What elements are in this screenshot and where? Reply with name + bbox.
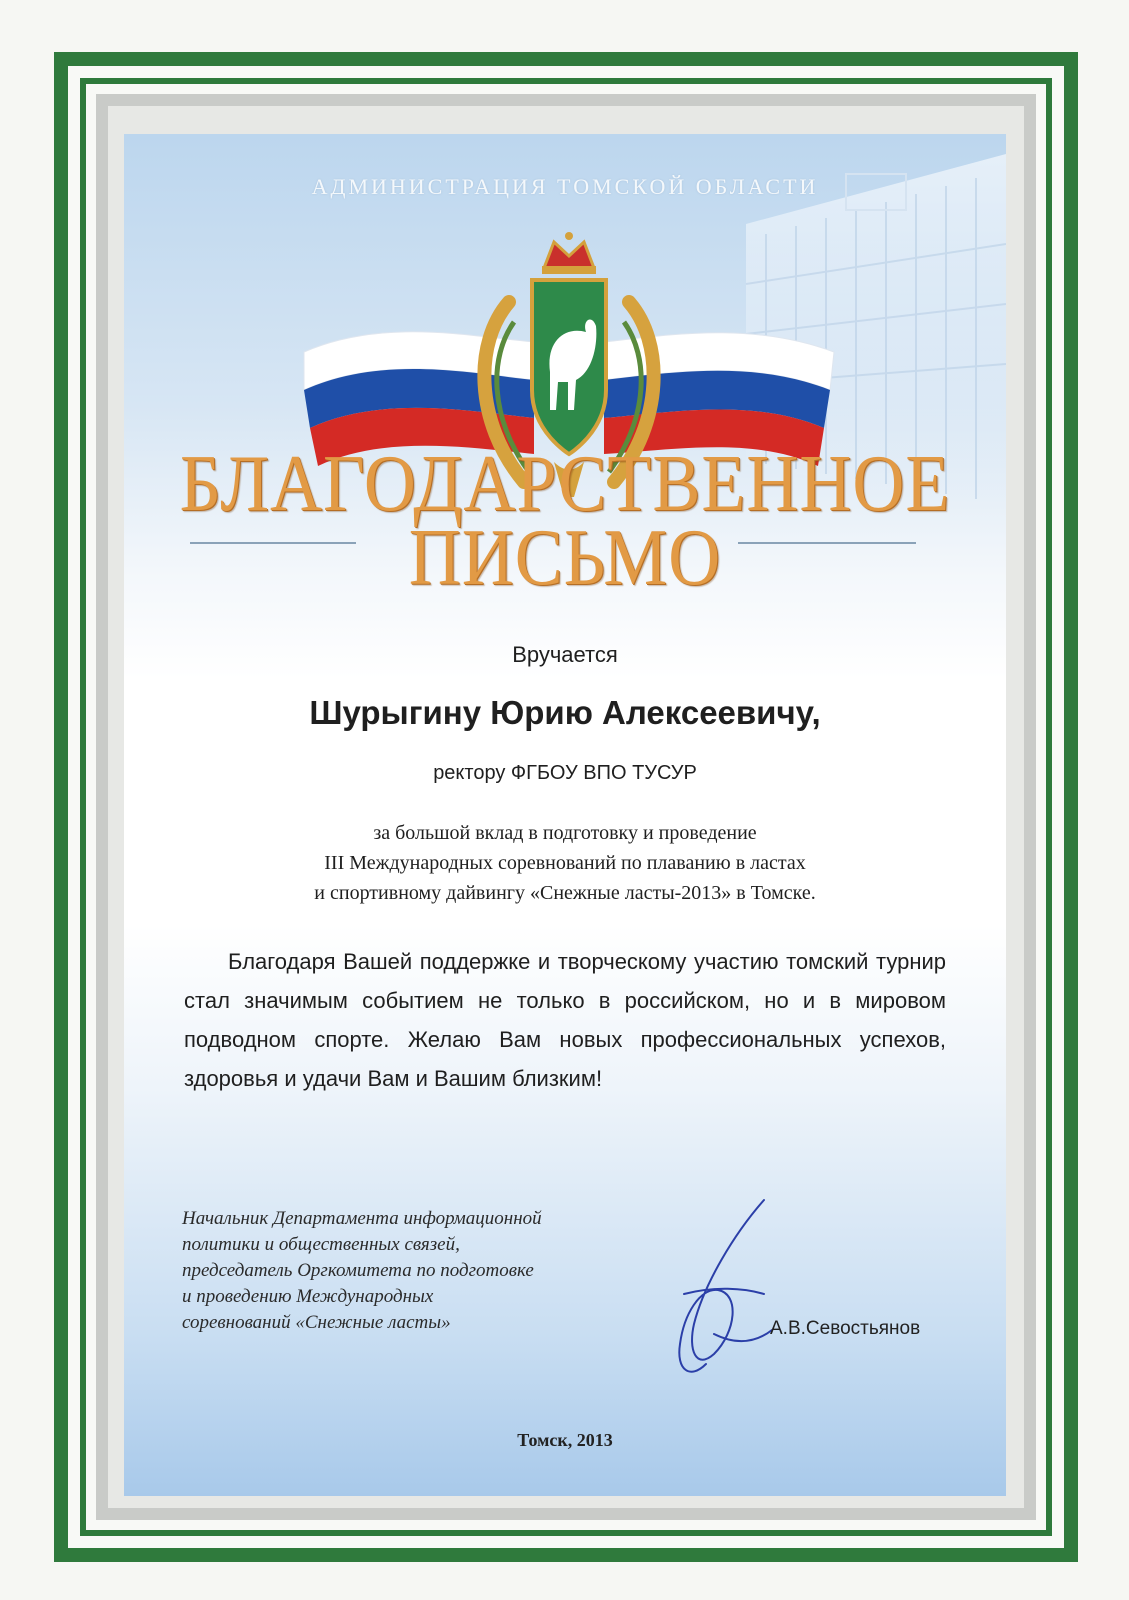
recipient-position: ректору ФГБОУ ВПО ТУСУР — [433, 762, 697, 784]
signer-name: А.В.Севостьянов — [770, 1318, 921, 1339]
title-line-1: БЛАГОДАРСТВЕННОЕ — [179, 438, 951, 528]
signatory-title-line: председатель Оргкомитета по подготовке — [182, 1260, 534, 1281]
certificate-panel — [124, 134, 1006, 1496]
recipient-name: Шурыгину Юрию Алексеевичу, — [309, 694, 821, 731]
signatory-title-line: Начальник Департамента информационной — [182, 1208, 542, 1229]
crown — [542, 232, 596, 274]
letter-body-text: Благодаря Вашей поддержке и творческому участию томский турнир стал значимым событием не только в российском, но и в мировом подводном спорте. Желаю Вам новых профессиональных успехов, здоровья и удачи Вам и Вашим близким! — [184, 949, 946, 1091]
signatory-title-line: соревнований «Снежные ласты» — [182, 1312, 451, 1333]
shield — [532, 280, 606, 454]
reason-line: за большой вклад в подготовку и проведение — [373, 822, 757, 844]
presented-label: Вручается — [512, 642, 618, 667]
signatory-title-line: политики и общественных связей, — [182, 1234, 460, 1255]
place-and-date: Томск, 2013 — [517, 1430, 613, 1450]
award-reason — [124, 818, 1006, 908]
administration-header: АДМИНИСТРАЦИЯ ТОМСКОЙ ОБЛАСТИ — [311, 174, 819, 199]
signatory-title — [182, 1206, 662, 1336]
title-line-2: ПИСЬМО — [408, 512, 722, 602]
letter-body — [184, 942, 946, 1098]
signatory-title-line: и проведению Международных — [182, 1286, 434, 1307]
reason-line: и спортивному дайвингу «Снежные ласты-2013» в Томске. — [314, 882, 816, 904]
reason-line: III Международных соревнований по плаванию в ластах — [324, 852, 806, 874]
handwritten-signature — [644, 1194, 794, 1384]
